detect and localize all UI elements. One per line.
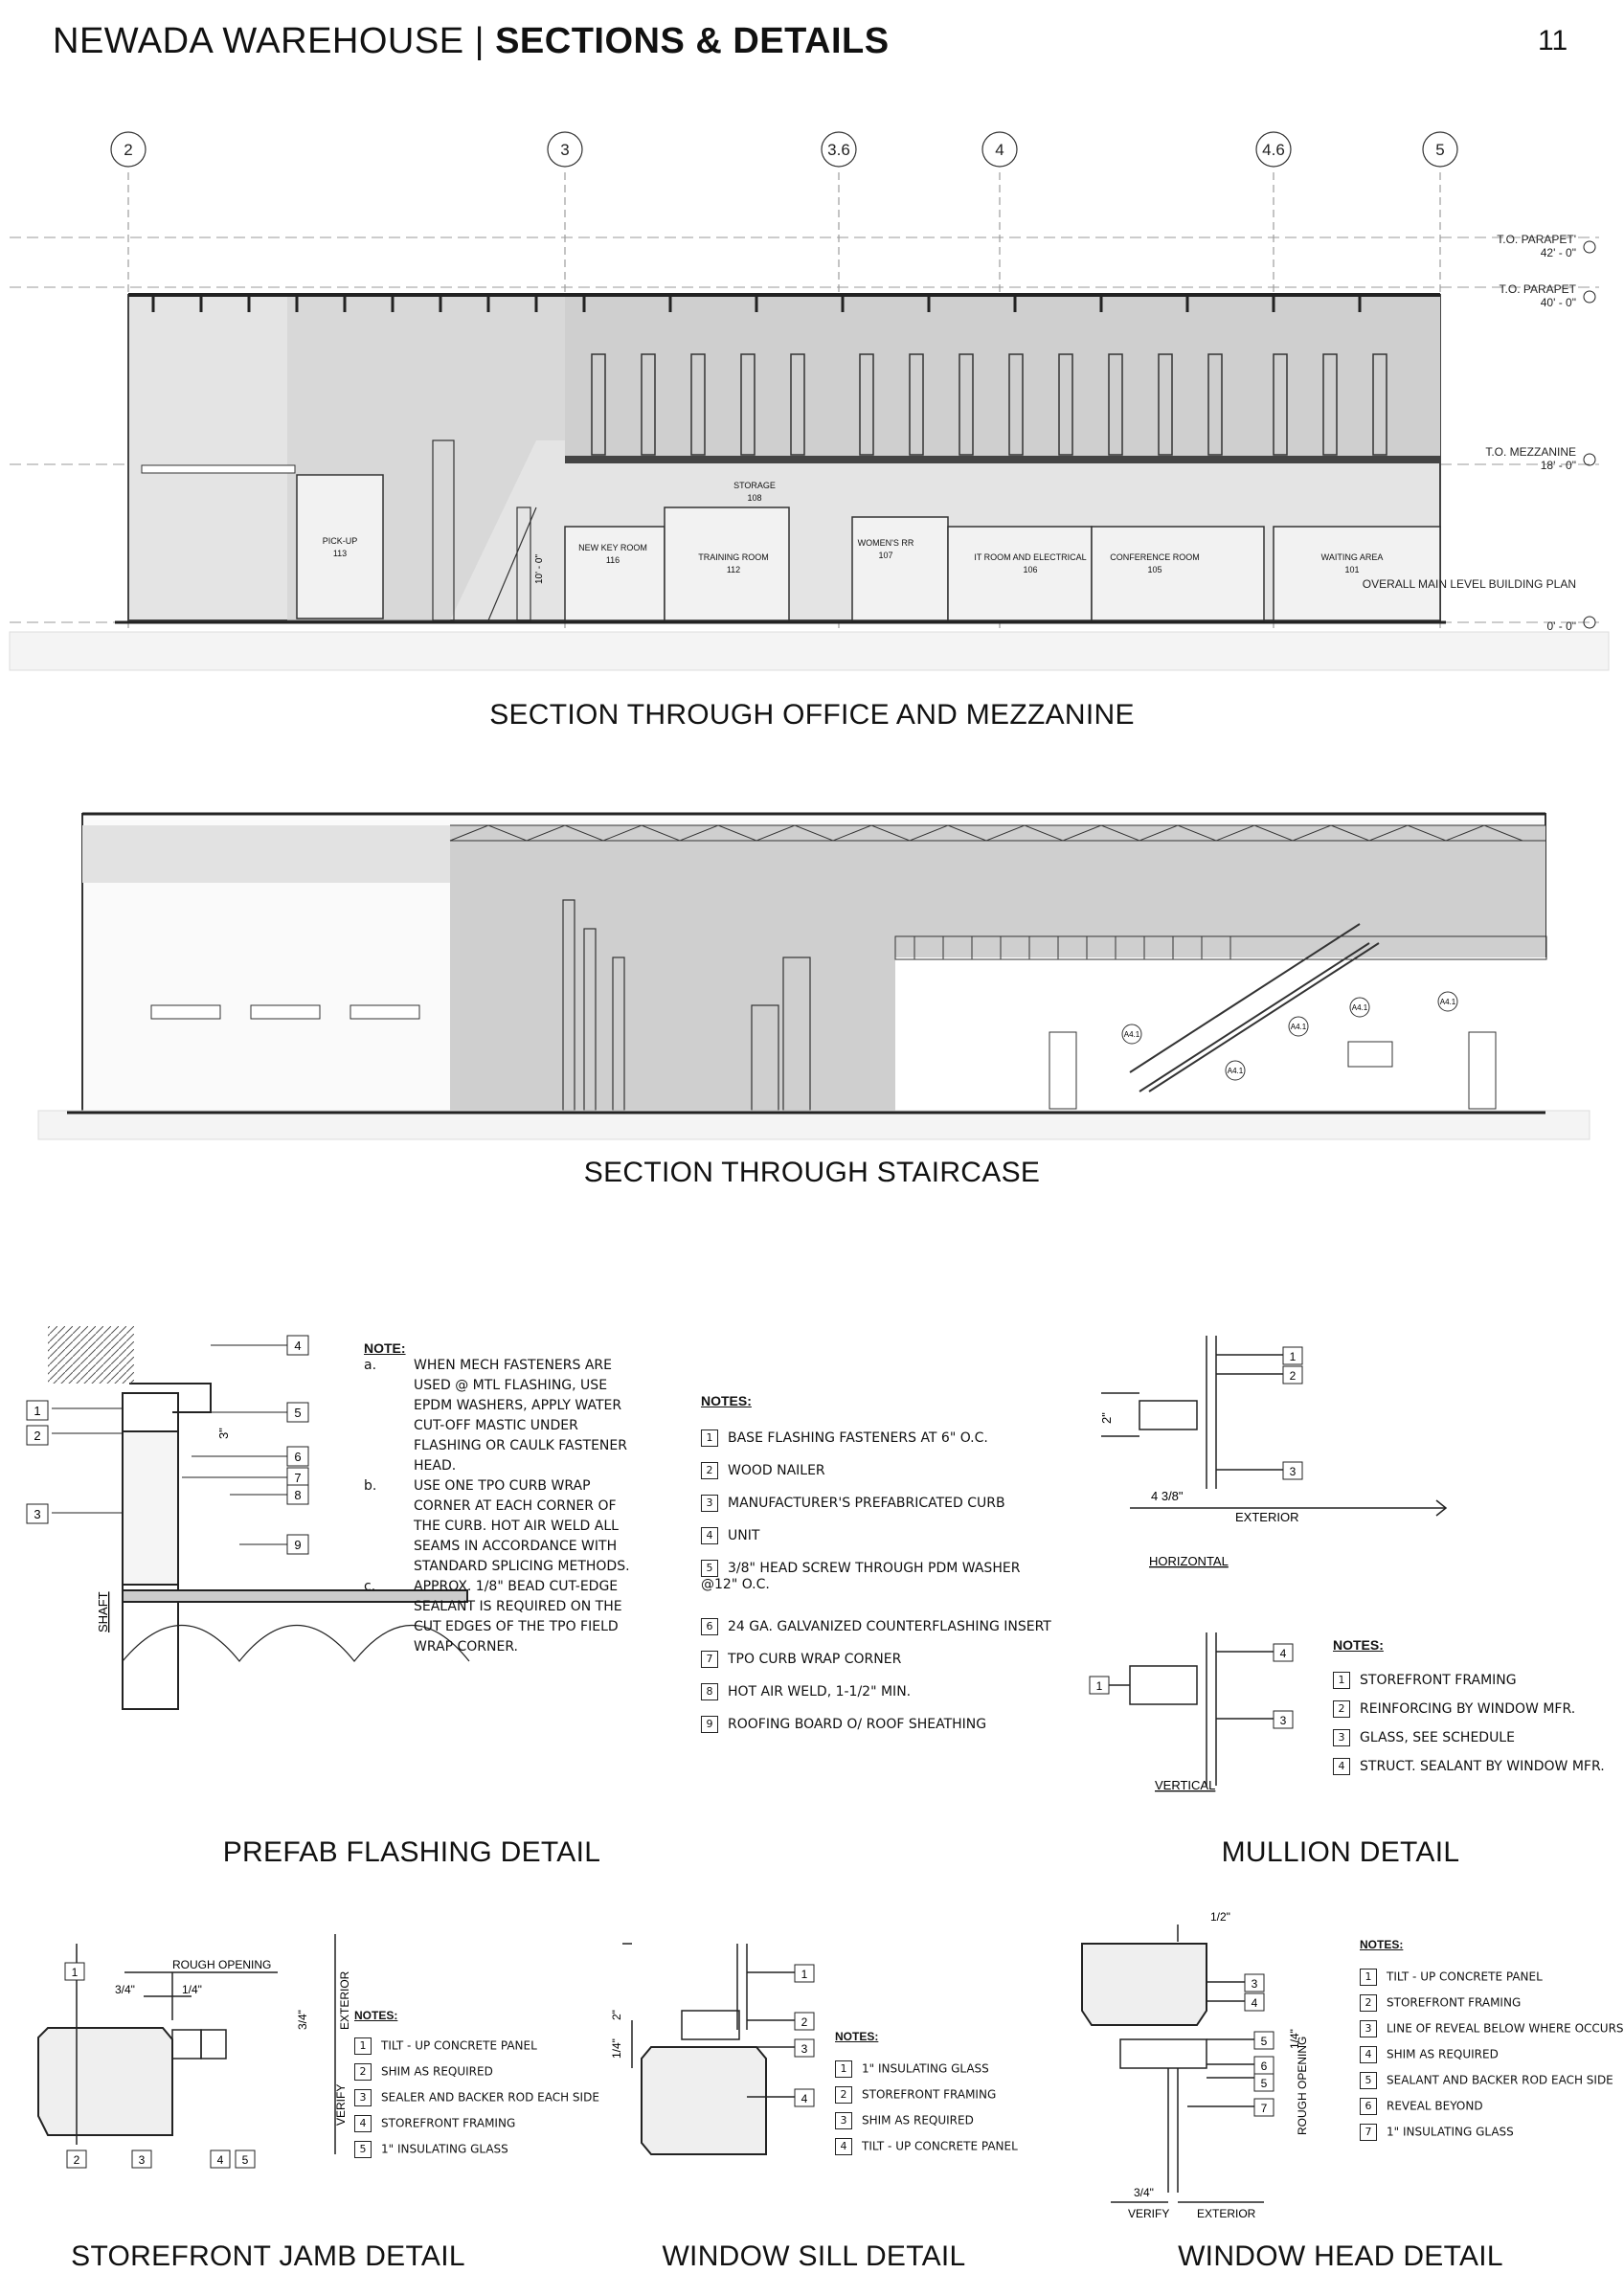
mullion-item-1: 1 STOREFRONT FRAMING: [1333, 1672, 1517, 1689]
grid-label-3-6: 3.6: [827, 141, 850, 159]
grid-label-2: 2: [124, 141, 133, 159]
svg-text:4: 4: [801, 2092, 808, 2105]
grid-bubbles: [111, 132, 1457, 167]
prefab-note-title: NOTE:: [364, 1340, 406, 1356]
level-mezzanine-name: T.O. MEZZANINE: [1485, 445, 1576, 459]
svg-text:3: 3: [1289, 1465, 1297, 1478]
jamb-item-5: 5 1" INSULATING GLASS: [354, 2141, 508, 2158]
title-project: NEWADA WAREHOUSE: [53, 21, 464, 61]
room-pick-up: PICK-UP: [322, 536, 358, 546]
tag-5: A4.1: [1439, 998, 1456, 1006]
head-d-side: 1/4": [1288, 2029, 1301, 2049]
room-new-key-num: 116: [605, 555, 620, 565]
prefab-notes-list: [701, 1393, 1084, 1408]
room-storage: STORAGE: [733, 481, 776, 490]
svg-text:4: 4: [216, 2153, 224, 2167]
level-main-name: OVERALL MAIN LEVEL BUILDING PLAN: [1362, 577, 1576, 591]
head-item-1: 1 TILT - UP CONCRETE PANEL: [1360, 1969, 1543, 1986]
head-d-top: 1/2": [1210, 1910, 1230, 1924]
jamb-d3: 3/4": [296, 2010, 309, 2030]
svg-text:3: 3: [138, 2153, 146, 2167]
svg-text:1: 1: [1095, 1679, 1103, 1693]
prefab-item-7: 7 TPO CURB WRAP CORNER: [701, 1651, 901, 1668]
room-it: IT ROOM AND ELECTRICAL: [974, 552, 1087, 562]
title-sheet: SECTIONS & DETAILS: [495, 21, 890, 61]
head-item-6: 6 REVEAL BEYOND: [1360, 2098, 1483, 2115]
room-womens-rr: WOMEN'S RR: [857, 538, 914, 548]
mullion-drawing: [1082, 1336, 1618, 1795]
svg-text:4: 4: [294, 1339, 302, 1353]
svg-text:7: 7: [1260, 2102, 1268, 2115]
mullion-exterior: EXTERIOR: [1235, 1510, 1299, 1524]
prefab-item-1: 1 BASE FLASHING FASTENERS AT 6" O.C.: [701, 1429, 988, 1447]
head-item-4: 4 SHIM AS REQUIRED: [1360, 2046, 1499, 2063]
jamb-exterior: EXTERIOR: [338, 1970, 351, 2030]
grid-label-3: 3: [560, 141, 570, 159]
svg-text:5: 5: [294, 1406, 302, 1420]
level-mezzanine-value: 18' - 0": [1540, 459, 1576, 472]
sill-d1: 2": [610, 2010, 623, 2020]
prefab-item-2: 2 WOOD NAILER: [701, 1462, 825, 1479]
caption-section-staircase: SECTION THROUGH STAIRCASE: [583, 1157, 1041, 1188]
tag-3: A4.1: [1290, 1023, 1307, 1031]
jamb-verify: VERIFY: [334, 2083, 348, 2126]
jamb-d1: 3/4": [115, 1983, 135, 1996]
room-waiting-num: 101: [1344, 565, 1360, 574]
svg-text:1: 1: [801, 1968, 808, 1981]
prefab-note-a: a. WHEN MECH FASTENERS ARE USED @ MTL FLASHING, USE EPDM WASHERS, APPLY WATER CUT-OFF MASTIC UNDER FLASHING OR CAULK FASTENER HEAD.: [364, 1358, 627, 1474]
room-waiting: WAITING AREA: [1320, 552, 1384, 562]
room-new-key: NEW KEY ROOM: [578, 543, 647, 552]
grid-label-4-6: 4.6: [1262, 141, 1285, 159]
jamb-item-2: 2 SHIM AS REQUIRED: [354, 2063, 493, 2081]
head-drawing: [1053, 1905, 1369, 2221]
prefab-dim: 3": [216, 1428, 231, 1439]
head-item-5: 5 SEALANT AND BACKER ROD EACH SIDE: [1360, 2072, 1613, 2089]
room-training: TRAINING ROOM: [698, 552, 769, 562]
head-rough: ROUGH OPENING: [1296, 2036, 1309, 2135]
head-item-3: 3 LINE OF REVEAL BELOW WHERE OCCURS: [1360, 2020, 1624, 2037]
sill-drawing: [603, 1925, 852, 2212]
mullion-item-4: 4 STRUCT. SEALANT BY WINDOW MFR.: [1333, 1758, 1605, 1775]
prefab-item-5: 5 3/8" HEAD SCREW THROUGH PDM WASHER @12" O.C.: [701, 1561, 1021, 1592]
svg-text:3: 3: [1279, 1714, 1287, 1727]
jamb-item-1: 1 TILT - UP CONCRETE PANEL: [354, 2037, 537, 2055]
svg-text:3: 3: [801, 2042, 808, 2056]
room-training-num: 112: [726, 565, 741, 574]
prefab-list-title: NOTES:: [701, 1393, 752, 1408]
tag-1: A4.1: [1123, 1030, 1140, 1039]
sill-d2: 1/4": [610, 2038, 623, 2059]
jamb-d2: 1/4": [182, 1983, 202, 1996]
head-d-bot: 3/4": [1134, 2186, 1154, 2199]
svg-text:2: 2: [801, 2015, 808, 2029]
mullion-item-3: 3 GLASS, SEE SCHEDULE: [1333, 1729, 1515, 1746]
tag-4: A4.1: [1351, 1003, 1368, 1012]
room-womens-rr-num: 107: [878, 551, 893, 560]
dim-10ft: 10' - 0": [534, 553, 545, 584]
level-parapet-40-name: T.O. PARAPET: [1499, 282, 1576, 296]
room-it-num: 106: [1023, 565, 1038, 574]
svg-text:6: 6: [294, 1450, 302, 1464]
caption-jamb: STOREFRONT JAMB DETAIL: [71, 2240, 465, 2272]
level-parapet-42-name: T.O. PARAPET': [1497, 233, 1576, 246]
svg-text:8: 8: [294, 1488, 302, 1502]
level-parapet-40-value: 40' - 0": [1540, 296, 1576, 309]
svg-text:1: 1: [34, 1404, 41, 1418]
head-item-2: 2 STOREFRONT FRAMING: [1360, 1994, 1521, 2012]
page-number: 11: [1538, 25, 1568, 56]
svg-text:3: 3: [1251, 1977, 1258, 1991]
svg-text:3: 3: [34, 1507, 41, 1521]
svg-text:2: 2: [34, 1429, 41, 1443]
mullion-horizontal: HORIZONTAL: [1149, 1554, 1229, 1568]
prefab-item-4: 4 UNIT: [701, 1527, 759, 1544]
svg-text:6: 6: [1260, 2060, 1268, 2073]
prefab-item-6: 6 24 GA. GALVANIZED COUNTERFLASHING INSERT: [701, 1618, 1051, 1635]
caption-prefab: PREFAB FLASHING DETAIL: [222, 1836, 601, 1868]
title-separator: |: [474, 21, 485, 61]
svg-text:9: 9: [294, 1538, 302, 1552]
section-staircase: [0, 785, 1624, 1149]
prefab-item-3: 3 MANUFACTURER'S PREFABRICATED CURB: [701, 1495, 1005, 1512]
sill-item-1: 1 1" INSULATING GLASS: [835, 2060, 989, 2078]
sill-list-title: NOTES:: [835, 2030, 879, 2043]
caption-mullion: MULLION DETAIL: [1221, 1836, 1460, 1868]
head-exterior: EXTERIOR: [1197, 2207, 1256, 2220]
prefab-item-9: 9 ROOFING BOARD O/ ROOF SHEATHING: [701, 1716, 986, 1733]
svg-text:4: 4: [1279, 1647, 1287, 1660]
jamb-item-4: 4 STOREFRONT FRAMING: [354, 2115, 515, 2132]
svg-text:4: 4: [1251, 1996, 1258, 2010]
grid-label-5: 5: [1435, 141, 1445, 159]
head-item-7: 7 1" INSULATING GLASS: [1360, 2124, 1514, 2141]
room-conference: CONFERENCE ROOM: [1110, 552, 1200, 562]
head-verify: VERIFY: [1128, 2207, 1170, 2220]
head-list-title: NOTES:: [1360, 1938, 1404, 1951]
room-pick-up-num: 113: [332, 549, 348, 558]
jamb-rough: ROUGH OPENING: [172, 1958, 272, 1971]
caption-section-office: SECTION THROUGH OFFICE AND MEZZANINE: [489, 699, 1135, 731]
shaft-label: SHAFT: [96, 1591, 110, 1632]
prefab-note-c: c. APPROX. 1/8" BEAD CUT-EDGE SEALANT IS REQUIRED ON THE CUT EDGES OF THE TPO FIELD WRAP CORNER.: [364, 1579, 622, 1654]
mullion-dim-w: 4 3/8": [1151, 1489, 1184, 1503]
mullion-list-title: NOTES:: [1333, 1637, 1384, 1653]
mullion-dim-h: 2": [1099, 1412, 1114, 1424]
mullion-item-2: 2 REINFORCING BY WINDOW MFR.: [1333, 1700, 1575, 1718]
prefab-note-block: [364, 1340, 642, 1657]
svg-text:2: 2: [1289, 1369, 1297, 1383]
section-office-mezzanine: [0, 124, 1624, 680]
svg-text:7: 7: [294, 1471, 302, 1485]
room-storage-num: 108: [747, 493, 762, 503]
caption-head: WINDOW HEAD DETAIL: [1178, 2240, 1503, 2272]
grid-label-4: 4: [995, 141, 1004, 159]
svg-text:5: 5: [1260, 2077, 1268, 2090]
svg-text:5: 5: [241, 2153, 249, 2167]
jamb-item-3: 3 SEALER AND BACKER ROD EACH SIDE: [354, 2089, 599, 2106]
sill-item-3: 3 SHIM AS REQUIRED: [835, 2112, 974, 2129]
sill-item-4: 4 TILT - UP CONCRETE PANEL: [835, 2138, 1018, 2155]
svg-text:2: 2: [73, 2153, 80, 2167]
prefab-note-b: b. USE ONE TPO CURB WRAP CORNER AT EACH CORNER OF THE CURB. HOT AIR WELD ALL SEAMS IN ACCORDANCE WITH STANDARD SPLICING METHODS.: [364, 1478, 630, 1574]
jamb-drawing: [19, 1925, 364, 2173]
svg-text:1: 1: [1289, 1350, 1297, 1363]
room-conference-num: 105: [1147, 565, 1162, 574]
svg-text:1: 1: [71, 1966, 79, 1979]
level-main-value: 0' - 0": [1546, 619, 1576, 633]
caption-sill: WINDOW SILL DETAIL: [662, 2240, 966, 2272]
tag-2: A4.1: [1227, 1067, 1244, 1075]
sill-item-2: 2 STOREFRONT FRAMING: [835, 2086, 996, 2104]
prefab-item-8: 8 HOT AIR WELD, 1-1/2" MIN.: [701, 1683, 911, 1700]
jamb-list-title: NOTES:: [354, 2009, 398, 2022]
level-parapet-42-value: 42' - 0": [1540, 246, 1576, 259]
page-title: [53, 21, 890, 62]
svg-text:5: 5: [1260, 2035, 1268, 2048]
mullion-vertical: VERTICAL: [1155, 1778, 1216, 1792]
